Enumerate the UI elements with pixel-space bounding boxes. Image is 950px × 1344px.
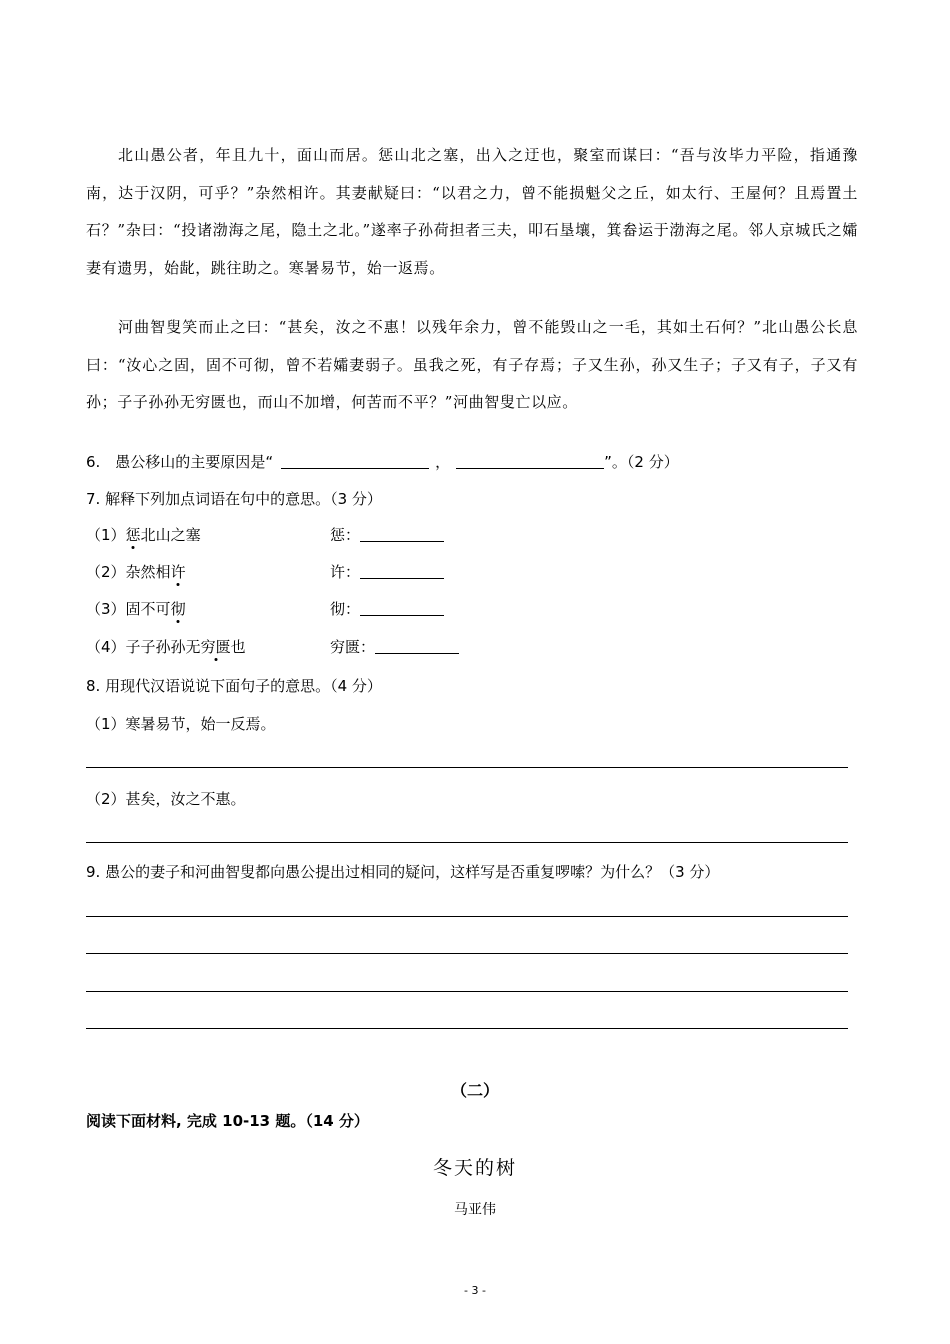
question-8-sub-1: （1）寒暑易节，始一反焉。 — [86, 715, 276, 733]
article-author: 马亚伟 — [454, 1202, 496, 1218]
article-title: 冬天的树 — [432, 1157, 517, 1179]
q7-item-3-answer: 彻： — [330, 598, 444, 619]
q7-item-3: （3）固不可彻 — [86, 600, 186, 618]
question-6-comma: ， — [435, 453, 451, 471]
q7-item-4: （4）子子孙孙无穷匮也 — [86, 638, 246, 656]
section-heading: （二） — [450, 1081, 499, 1100]
dotted-word: 穷匮 — [200, 638, 231, 656]
section-instruction: 阅读下面材料, 完成 10-13 题。（14 分） — [86, 1112, 369, 1130]
question-6-suffix: ”。（2 分） — [604, 453, 679, 471]
answer-blank-7-2[interactable] — [360, 562, 444, 579]
question-9-stem: 9. 愚公的妻子和河曲智叟都向愚公提出过相同的疑问，这样写是否重复啰嗦？为什么？（3 分） — [86, 863, 720, 881]
dotted-word: 许 — [170, 563, 186, 581]
question-6 — [86, 452, 679, 472]
answer-blank-6b[interactable] — [456, 452, 604, 469]
question-8-sub-2: （2）甚矣，汝之不惠。 — [86, 790, 246, 808]
passage-paragraph-1: 北山愚公者，年且九十，面山而居。惩山北之塞，出入之迂也，聚室而谋曰：“吾与汝毕力平险，指通豫南，达于汉阴，可乎？”杂然相许。其妻献疑曰：“以君之力，曾不能损魁父之丘，如太行、王屋何？且焉置土石？”杂曰：“投诸渤海之尾，隐土之北。”遂率子孙荷担者三夫，叩石垦壤，箕畚运于渤海之尾。邻人京城氏之孀妻有遗男，始龀，跳往助之。寒暑易节，始一返焉。 — [86, 146, 858, 277]
page-number: - 3 - — [464, 1284, 486, 1297]
q7-item-1: （1）惩北山之塞 — [86, 526, 201, 544]
answer-blank-6a[interactable] — [281, 452, 429, 469]
answer-line-8-1[interactable] — [86, 767, 848, 768]
question-7-stem: 7. 解释下列加点词语在句中的意思。（3 分） — [86, 490, 382, 508]
question-8-stem: 8. 用现代汉语说说下面句子的意思。（4 分） — [86, 677, 382, 695]
answer-line-9-3[interactable] — [86, 991, 848, 992]
dotted-word: 惩 — [125, 526, 141, 544]
answer-line-8-2[interactable] — [86, 842, 848, 843]
answer-line-9-1[interactable] — [86, 916, 848, 917]
dotted-word: 彻 — [170, 600, 186, 618]
passage-paragraph-2: 河曲智叟笑而止之曰：“甚矣，汝之不惠！以残年余力，曾不能毁山之一毛，其如土石何？”北山愚公长息曰：“汝心之固，固不可彻，曾不若孀妻弱子。虽我之死，有子存焉；子又生孙，孙又生子；子又有子，子又有孙；子子孙孙无穷匮也，而山不加增，何苦而不平？”河曲智叟亡以应。 — [86, 318, 858, 411]
q7-item-1-answer: 惩： — [330, 524, 444, 545]
answer-line-9-2[interactable] — [86, 953, 848, 954]
q7-item-4-answer: 穷匮： — [330, 636, 459, 657]
q7-item-2-answer: 许： — [330, 561, 444, 582]
answer-blank-7-4[interactable] — [375, 637, 459, 654]
question-6-prefix: 6. 愚公移山的主要原因是“ — [86, 453, 274, 471]
answer-blank-7-3[interactable] — [360, 599, 444, 616]
q7-item-2: （2）杂然相许 — [86, 563, 186, 581]
answer-line-9-4[interactable] — [86, 1028, 848, 1029]
answer-blank-7-1[interactable] — [360, 525, 444, 542]
